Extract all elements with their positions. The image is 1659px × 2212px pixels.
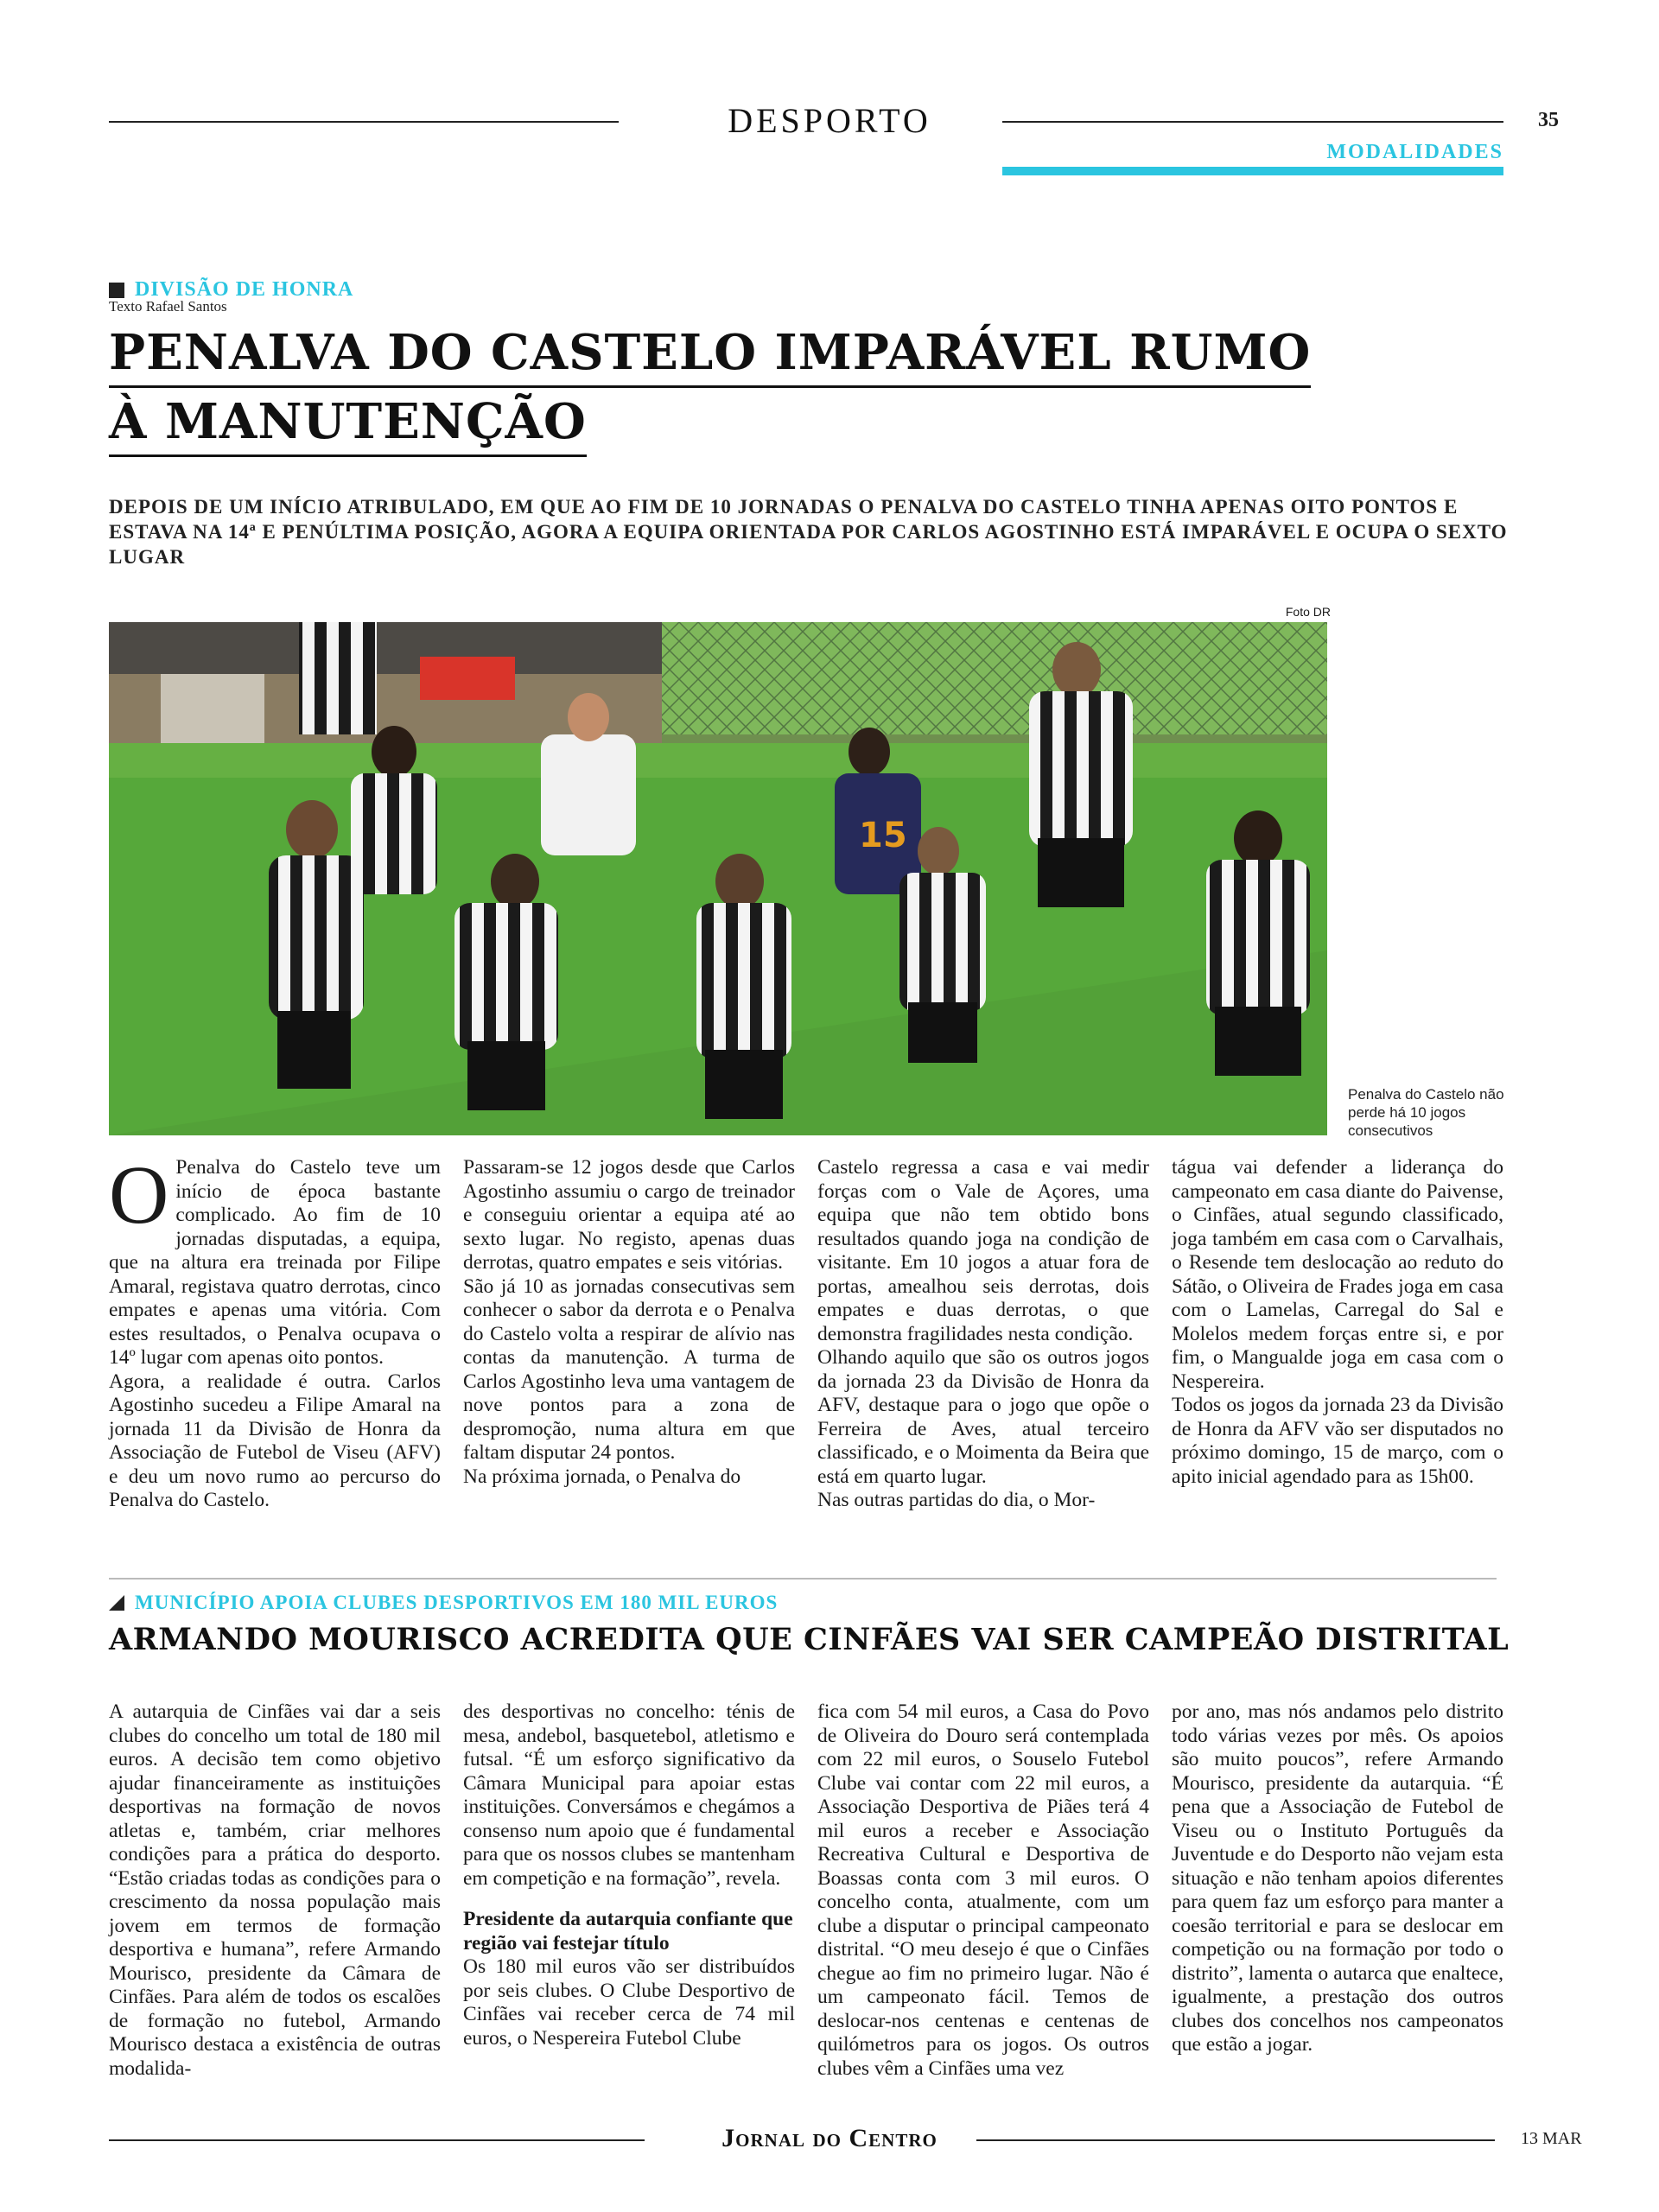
- article1-headline-line1: PENALVA DO CASTELO IMPARÁVEL RUMO: [109, 327, 1311, 388]
- issue-date: 13 MAR: [1521, 2129, 1582, 2148]
- triangle-icon: [109, 1595, 124, 1611]
- article2-column-4: [1172, 1700, 1503, 2057]
- article2-col2-paragraph-1: des desportivas no concelho: ténis de mesa, andebol, basquetebol, atletismo e futsal. “É um esforço significativo da Câmara Municipal para apoiar estas instituições. Conversámos e chegámos a consenso num apoio que é fundamental para que os nossos clubes se mantenham em competição e na formação”, revela.: [463, 1700, 795, 1890]
- header-rule-right: [1002, 121, 1503, 123]
- square-icon: [109, 283, 124, 298]
- article1-col2-paragraph-3: Na próxima jornada, o Penalva do: [463, 1465, 741, 1488]
- article1-col1-paragraph-2: Agora, a realidade é outra. Carlos Agostinho sucedeu a Filipe Amaral na jornada 11 da Divisão de Honra da Associação de Futebol de Viseu (AFV) e deu um novo rumo ao percurso do Penalva do Castelo.: [109, 1370, 441, 1511]
- article2-col1-paragraph-1: A autarquia de Cinfães vai dar a seis clubes do concelho um total de 180 mil euros. A decisão tem como objetivo ajudar financeiramente as instituições desportivas na formação de novos atletas e, também, criar melhores condições para a prática do desporto. “Estão criadas todas as condições para o crescimento da nossa população mais jovem em termos de formação desportiva e humana”, refere Armando Mourisco, presidente da Câmara de Cinfães. Para além de todos os escalões de formação no futebol, Armando Mourisco destaca a existência de outras modalida-: [109, 1700, 441, 2080]
- subsection-label: MODALIDADES: [1326, 141, 1503, 163]
- article2-col2-paragraph-2: Os 180 mil euros vão ser distribuídos por seis clubes. O Clube Desportivo de Cinfães vai receber cerca de 74 mil euros, o Nespereira Futebol Clube: [463, 1955, 795, 2050]
- article2-kicker: [109, 1592, 778, 1614]
- article1-col2-paragraph-2: São já 10 as jornadas consecutivas sem conhecer o sabor da derrota e o Penalva do Castelo volta a respirar de alívio nas contas da manutenção. A turma de Carlos Agostinho leva uma vantagem de nove pontos para a zona de despromoção, numa altura em que faltam disputar 24 pontos.: [463, 1274, 795, 1464]
- subsection-bar: [1002, 167, 1503, 175]
- article1-col1-paragraph-1: Penalva do Castelo teve um início de época bastante complicado. Ao fim de 10 jornadas disputadas, a equipa, que na altura era treinada por Filipe Amaral, registava quatro derrotas, cinco empates e apenas uma vitória. Com estes resultados, o Penalva ocupava o 14º lugar com apenas oito pontos.: [109, 1156, 441, 1369]
- article2-subhead: Presidente da autarquia confiante que região vai festejar título: [463, 1908, 793, 1955]
- article2-col4-paragraph-1: por ano, mas nós andamos pelo distrito todo várias vezes por mês. Os apoios são muito poucos”, refere Armando Mourisco, presidente da autarquia. “É pena que a Associação de Futebol de Viseu ou o Instituto Português da Juventude e do Desporto não vejam esta situação e não tenham apoios diferentes para quem faz um esforço para manter a coesão territorial e para se deslocar em competição ou na formação por todo o distrito”, lamenta o autarca que enaltece, igualmente, a prestação dos outros clubes dos concelhos nos campeonatos que estão a jogar.: [1172, 1700, 1503, 2056]
- footer-rule-right: [976, 2139, 1495, 2141]
- article2-column-2: [463, 1700, 795, 2050]
- article2-kicker-text: MUNICÍPIO APOIA CLUBES DESPORTIVOS EM 180 MIL EUROS: [135, 1592, 779, 1613]
- article2-headline: ARMANDO MOURISCO ACREDITA QUE CINFÃES VAI SER CAMPEÃO DISTRITAL: [109, 1622, 1510, 1657]
- article1-col3-paragraph-3: Nas outras partidas do dia, o Mor-: [817, 1489, 1096, 1511]
- article2-column-1: [109, 1700, 441, 2081]
- article1-col4-paragraph-1: tágua vai defender a liderança do campeonato em casa diante do Paivense, o Cinfães, atual segundo classificado, joga também em casa com o Carvalhais, o Resende tem deslocação ao reduto do Sátão, o Oliveira de Frades joga em casa com o Lamelas, Carregal do Sal e Molelos medem forças entre si, e por fim, o Mangualde joga em casa com o Nespereira.: [1172, 1156, 1503, 1393]
- publication-name: Jornal do Centro: [721, 2124, 938, 2152]
- article1-col3-paragraph-2: Olhando aquilo que são os outros jogos da jornada 23 da Divisão de Honra da AFV, destaque para o jogo que opõe o Ferreira de Aves, atual terceiro classificado, e o Moimenta da Beira que está em quarto lugar.: [817, 1346, 1149, 1488]
- article1-photo: [109, 622, 1327, 1135]
- article1-column-1: [109, 1148, 441, 1513]
- article-divider: [109, 1578, 1497, 1580]
- article1-col2-paragraph-1: Passaram-se 12 jogos desde que Carlos Agostinho assumiu o cargo de treinador e conseguiu orientar a equipa até ao sexto lugar. No registo, apenas duas derrotas, quatro empates e seis vitórias.: [463, 1156, 795, 1274]
- article1-column-2: [463, 1156, 795, 1489]
- article1-col4-paragraph-2: Todos os jogos da jornada 23 da Divisão de Honra da AFV vão ser disputados no próximo domingo, 15 de março, com o apito inicial agendado para as 15h00.: [1172, 1394, 1503, 1488]
- photo-caption: Penalva do Castelo não perde há 10 jogos consecutivos: [1348, 1086, 1504, 1139]
- section-title: DESPORTO: [728, 101, 931, 140]
- page-number: 35: [1538, 109, 1559, 131]
- article1-lead: DEPOIS DE UM INÍCIO ATRIBULADO, EM QUE AO FIM DE 10 JORNADAS O PENALVA DO CASTELO TINHA APENAS OITO PONTOS E ESTAVA NA 14ª E PENÚLTIMA POSIÇÃO, AGORA A EQUIPA ORIENTADA POR CARLOS AGOSTINHO ESTÁ IMPARÁVEL E OCUPA O SEXTO LUGAR: [109, 496, 1508, 568]
- article1-column-3: [817, 1156, 1149, 1513]
- article1-column-4: [1172, 1156, 1503, 1489]
- photo-credit: Foto DR: [1285, 605, 1331, 619]
- article1-byline: Texto Rafael Santos: [109, 298, 227, 315]
- football-team-photo: [109, 622, 1327, 1135]
- article2-col3-paragraph-1: fica com 54 mil euros, a Casa do Povo de Oliveira do Douro será contemplada com 22 mil euros, o Souselo Futebol Clube vai contar com 22 mil euros, a Associação Desportiva de Piães terá 4 mil euros a receber e Associação Recreativa Cultural e Desportiva de Boassas conta com 3 mil euros. O concelho conta, atualmente, com um clube a disputar o principal campeonato distrital. “O meu desejo é que o Cinfães chegue ao fim no primeiro lugar. Não é um campeonato fácil. Temos de deslocar-nos centenas e centenas de quilómetros para os jogos. Os outros clubes vêm a Cinfães uma vez: [817, 1700, 1149, 2080]
- article1-kicker-text: DIVISÃO DE HONRA: [135, 278, 354, 301]
- article1-headline-line2: À MANUTENÇÃO: [109, 396, 587, 457]
- svg-text:15: 15: [859, 816, 907, 855]
- dropcap: O: [109, 1148, 169, 1241]
- article2-column-3: [817, 1700, 1149, 2081]
- article1-col3-paragraph-1: Castelo regressa a casa e vai medir forças com o Vale de Açores, uma equipa que não tem obtido bons resultados quando joga na condição de visitante. Em 10 jogos a atuar fora de portas, amealhou seis derrotas, dois empates e duas derrotas, o que demonstra fragilidades nesta condição.: [817, 1156, 1149, 1345]
